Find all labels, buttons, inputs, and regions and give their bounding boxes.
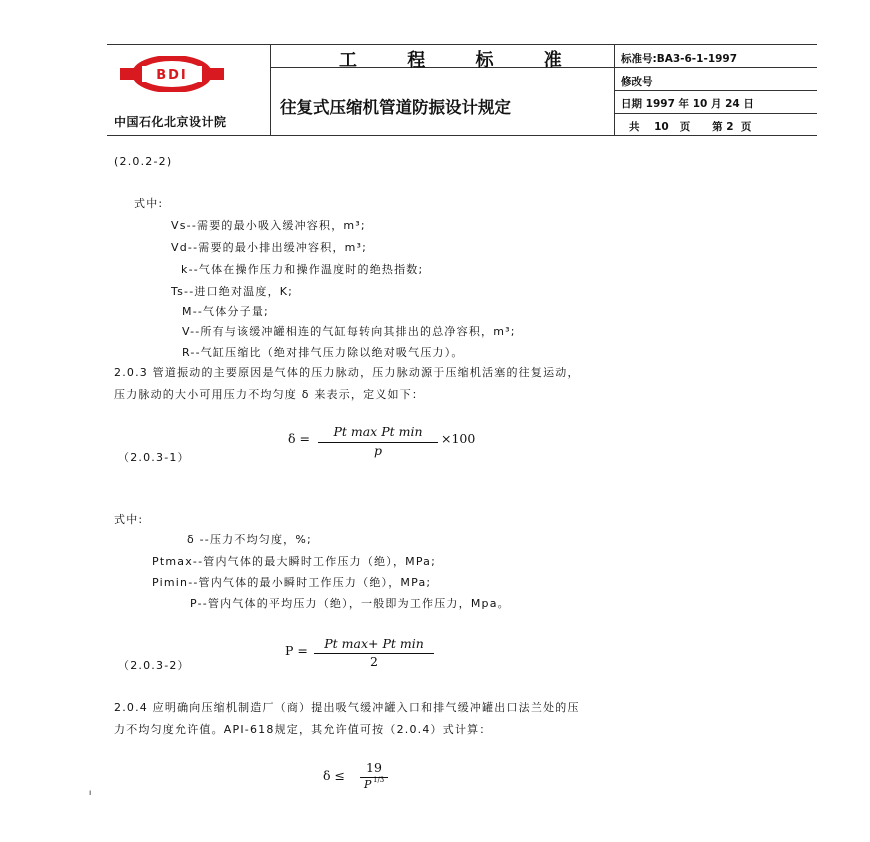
- section-2-0-4-line1: 2.0.4 应明确向压缩机制造厂（商）提出吸气缓冲罐入口和排气缓冲罐出口法兰处的压: [114, 701, 580, 714]
- equation-exponent: 1/3: [373, 776, 385, 784]
- standard-title: 工 程 标 准: [339, 50, 584, 71]
- header-rule: [614, 90, 817, 91]
- org-name: 中国石化北京设计院: [114, 115, 227, 129]
- page-count: 共 10 页 第 2 页: [629, 121, 752, 133]
- equation-label: （2.0.3-2）: [118, 659, 190, 672]
- section-2-0-3-line1: 2.0.3 管道振动的主要原因是气体的压力脉动，压力脉动源于压缩机活塞的往复运动，: [114, 366, 580, 379]
- header-divider: [270, 44, 271, 136]
- equation-tail: ×100: [441, 431, 476, 446]
- document-title: 往复式压缩机管道防振设计规定: [280, 98, 511, 117]
- equation-denominator: p: [373, 443, 382, 458]
- equation-lhs: δ ≤: [323, 768, 345, 783]
- document-header: [107, 44, 817, 136]
- equation-lhs: δ =: [288, 431, 310, 446]
- equation-numerator: 19: [366, 760, 382, 775]
- definition-r: R--气缸压缩比（绝对排气压力除以绝对吸气压力）。: [182, 346, 464, 359]
- definition-v: V--所有与该缓冲罐相连的气缸每转向其排出的总净容积，m³;: [182, 325, 516, 338]
- revision-number: 修改号: [621, 76, 653, 88]
- definition-p: P--管内气体的平均压力（绝），一般即为工作压力，Mpa。: [190, 597, 510, 610]
- definition-m: M--气体分子量;: [182, 305, 269, 318]
- section-2-0-4-line2: 力不均匀度允许值。API-618规定，其允许值可按（2.0.4）式计算：: [114, 723, 492, 736]
- stray-mark: ı: [89, 788, 92, 797]
- section-2-0-3-line2: 压力脉动的大小可用压力不均匀度 δ 来表示，定义如下：: [114, 388, 425, 401]
- definition-ptmax: Ptmax--管内气体的最大瞬时工作压力（绝），MPa;: [152, 555, 437, 568]
- header-divider: [614, 44, 615, 136]
- definition-ts: Ts--进口绝对温度，K;: [171, 285, 294, 298]
- header-rule: [614, 113, 817, 114]
- where-label: 式中:: [134, 197, 164, 210]
- definition-vd: Vd--需要的最小排出缓冲容积，m³;: [171, 241, 368, 254]
- equation-label: （2.0.3-1）: [118, 451, 190, 464]
- equation-numerator: Pt max+ Pt min: [324, 636, 424, 651]
- definition-delta: δ --压力不均匀度，%;: [187, 533, 312, 546]
- logo-cell: [107, 44, 270, 136]
- equation-denominator: P: [364, 778, 372, 791]
- definition-k: k--气体在操作压力和操作温度时的绝热指数;: [181, 263, 424, 276]
- issue-date: 日期 1997 年 10 月 24 日: [621, 98, 754, 110]
- definition-pimin: Pimin--管内气体的最小瞬时工作压力（绝），MPa;: [152, 576, 432, 589]
- equation-numerator: Pt max Pt min: [333, 424, 423, 439]
- standard-number: 标准号:BA3-6-1-1997: [621, 53, 738, 65]
- equation-denominator: 2: [370, 654, 378, 669]
- definition-vs: Vs--需要的最小吸入缓冲容积，m³;: [171, 219, 366, 232]
- logo-text: BDI: [156, 68, 188, 83]
- equation-lhs: P =: [285, 643, 308, 658]
- equation-ref-2-0-2-2: (2.0.2-2): [114, 155, 173, 168]
- bdi-logo: [120, 56, 224, 92]
- where-label: 式中:: [114, 513, 144, 526]
